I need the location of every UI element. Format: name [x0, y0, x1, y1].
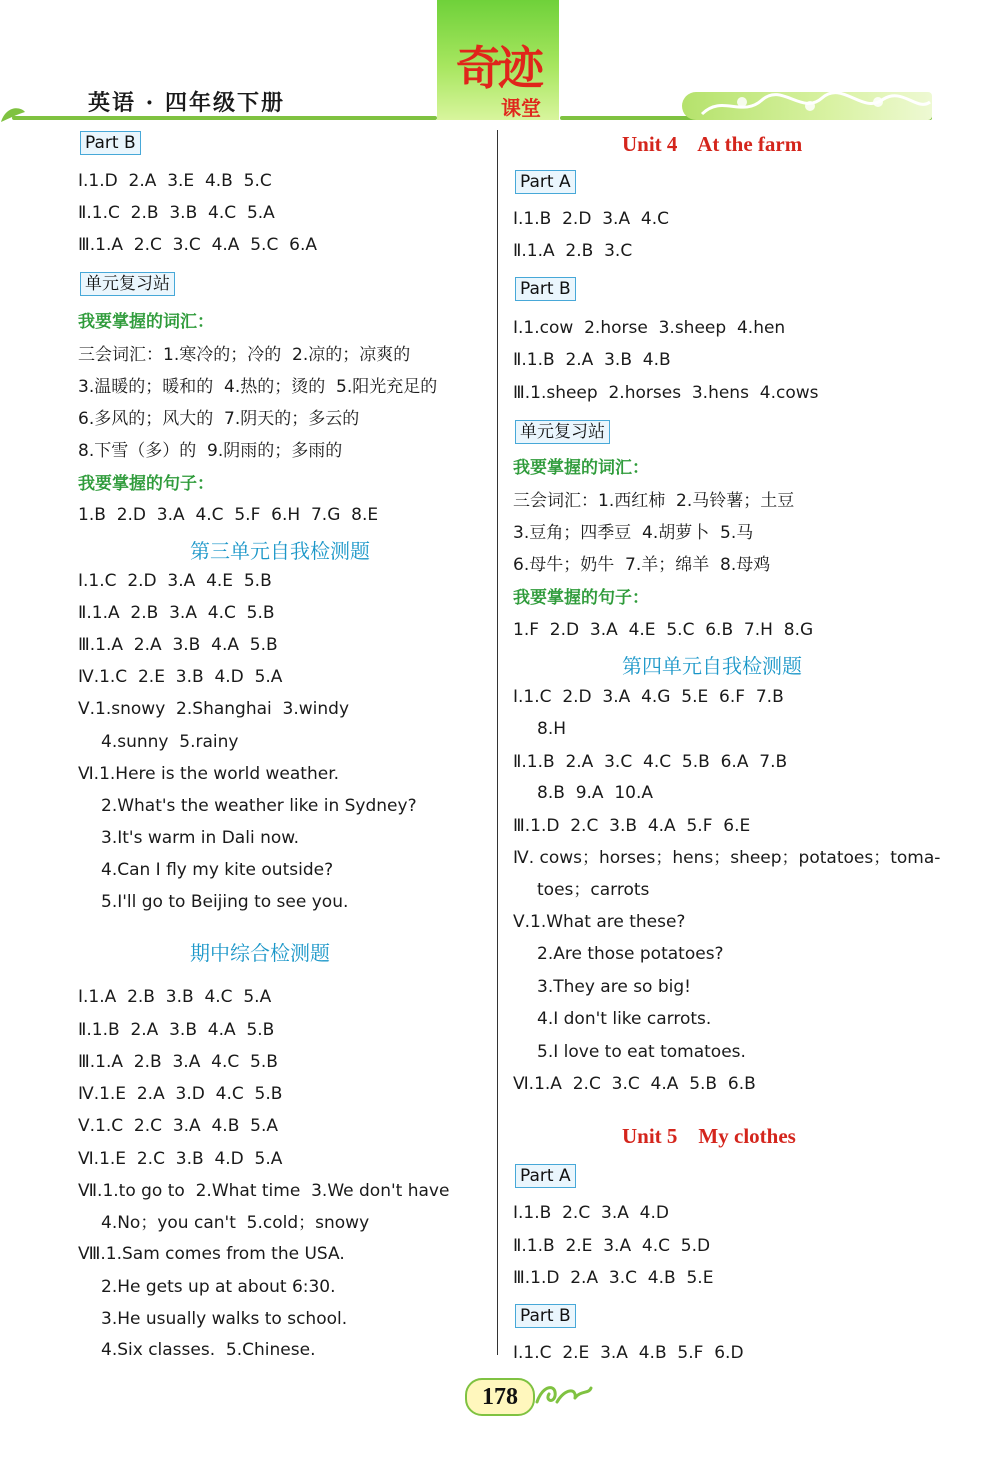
unit-title: Unit 5 My clothes — [622, 1124, 796, 1148]
test-title: 第三单元自我检测题 — [190, 539, 370, 563]
logo-sub-text: 课堂 — [501, 96, 541, 120]
leaf-icon — [0, 104, 26, 124]
answer-line: 4.I don't like carrots. — [537, 1009, 712, 1029]
floral-decoration-icon — [682, 88, 932, 122]
brand-logo — [437, 0, 559, 120]
answer-line: Ⅰ.1.C 2.D 3.A 4.G 5.E 6.F 7.B — [513, 687, 784, 707]
answer-line: Ⅳ. cows；horses；hens；sheep；potatoes；toma- — [513, 848, 941, 868]
answer-line: 4.No；you can't 5.cold；snowy — [101, 1213, 370, 1233]
column-divider — [497, 130, 498, 1355]
answer-line: Ⅵ.1.A 2.C 3.C 4.A 5.B 6.B — [513, 1074, 756, 1094]
answer-line: Ⅰ.1.cow 2.horse 3.sheep 4.hen — [513, 318, 786, 338]
answer-line: Ⅲ.1.sheep 2.horses 3.hens 4.cows — [513, 383, 819, 403]
answer-line: Ⅰ.1.C 2.E 3.A 4.B 5.F 6.D — [513, 1343, 744, 1363]
answer-line: 4.Can I fly my kite outside? — [101, 860, 334, 880]
answer-line: 2.He gets up at about 6:30. — [101, 1277, 336, 1297]
answer-line: 2.What's the weather like in Sydney? — [101, 796, 417, 816]
answer-line: Ⅵ.1.E 2.C 3.B 4.D 5.A — [78, 1149, 283, 1169]
answer-line: 1.B 2.D 3.A 4.C 5.F 6.H 7.G 8.E — [78, 505, 379, 525]
answer-line: Ⅱ.1.A 2.B 3.C — [513, 241, 633, 261]
answer-line: 8.H — [537, 719, 567, 739]
subsection-heading: 我要掌握的句子： — [513, 588, 649, 608]
subsection-heading: 我要掌握的词汇： — [513, 458, 649, 478]
answer-line: Ⅲ.1.D 2.A 3.C 4.B 5.E — [513, 1268, 714, 1288]
answer-line: 5.I'll go to Beijing to see you. — [101, 892, 349, 912]
logo-main-text: 奇迹 — [456, 41, 540, 95]
answer-line: Ⅶ.1.to go to 2.What time 3.We don't have — [78, 1181, 450, 1201]
answer-line: 8.下雪（多）的 9.阴雨的；多雨的 — [78, 441, 343, 461]
page-number: 178 — [465, 1378, 535, 1416]
answer-line: 4.sunny 5.rainy — [101, 732, 239, 752]
answer-line: Ⅰ.1.C 2.D 3.A 4.E 5.B — [78, 571, 272, 591]
answer-line: Ⅱ.1.B 2.E 3.A 4.C 5.D — [513, 1236, 711, 1256]
answer-line: 6.多风的；风大的 7.阴天的；多云的 — [78, 409, 360, 429]
answer-line: 4.Six classes. 5.Chinese. — [101, 1340, 316, 1360]
section-tag: Part A — [515, 170, 576, 194]
answer-line: Ⅵ.1.Here is the world weather. — [78, 764, 340, 784]
answer-line: Ⅰ.1.D 2.A 3.E 4.B 5.C — [78, 171, 272, 191]
answer-line: 3.豆角；四季豆 4.胡萝卜 5.马 — [513, 523, 754, 543]
answer-line: 2.Are those potatoes? — [537, 944, 724, 964]
answer-line: 1.F 2.D 3.A 4.E 5.C 6.B 7.H 8.G — [513, 620, 814, 640]
swirl-decoration-icon — [533, 1380, 593, 1410]
answer-line: Ⅰ.1.A 2.B 3.B 4.C 5.A — [78, 987, 272, 1007]
answer-line: Ⅲ.1.A 2.B 3.A 4.C 5.B — [78, 1052, 278, 1072]
answer-line: toes；carrots — [537, 880, 650, 900]
answer-line: Ⅲ.1.A 2.A 3.B 4.A 5.B — [78, 635, 278, 655]
subsection-heading: 我要掌握的词汇： — [78, 312, 214, 332]
answer-line: 3.温暖的；暖和的 4.热的；烫的 5.阳光充足的 — [78, 377, 438, 397]
page-footer — [455, 1376, 595, 1416]
answer-line: Ⅱ.1.A 2.B 3.A 4.C 5.B — [78, 603, 275, 623]
answer-line: Ⅱ.1.B 2.A 3.B 4.B — [513, 350, 671, 370]
answer-line: Ⅴ.1.C 2.C 3.A 4.B 5.A — [78, 1116, 279, 1136]
section-tag: 单元复习站 — [80, 272, 175, 296]
section-tag: Part A — [515, 1164, 576, 1188]
answer-line: Ⅳ.1.C 2.E 3.B 4.D 5.A — [78, 667, 283, 687]
answer-line: Ⅴ.1.What are these? — [513, 912, 686, 932]
answer-line: 3.It's warm in Dali now. — [101, 828, 299, 848]
answer-line: Ⅴ.1.snowy 2.Shanghai 3.windy — [78, 699, 350, 719]
unit-title: Unit 4 At the farm — [622, 132, 803, 156]
answer-line: Ⅱ.1.B 2.A 3.B 4.A 5.B — [78, 1020, 275, 1040]
subject-title: 英语 · 四年级下册 — [88, 90, 285, 116]
answer-line: Ⅷ.1.Sam comes from the USA. — [78, 1244, 345, 1264]
answer-line: Ⅲ.1.D 2.C 3.B 4.A 5.F 6.E — [513, 816, 751, 836]
answer-line: 3.He usually walks to school. — [101, 1309, 348, 1329]
answer-line: 三会词汇：1.西红柿 2.马铃薯；土豆 — [513, 491, 795, 511]
answer-line: 三会词汇：1.寒冷的；冷的 2.凉的；凉爽的 — [78, 345, 411, 365]
answer-line: Ⅰ.1.B 2.C 3.A 4.D — [513, 1203, 669, 1223]
section-tag: Part B — [80, 131, 141, 155]
answer-line: 8.B 9.A 10.A — [537, 783, 654, 803]
section-tag: Part B — [515, 277, 576, 301]
section-tag: 单元复习站 — [515, 420, 610, 444]
answer-line: 6.母牛；奶牛 7.羊；绵羊 8.母鸡 — [513, 555, 771, 575]
answer-line: Ⅱ.1.C 2.B 3.B 4.C 5.A — [78, 203, 275, 223]
answer-line: 5.I love to eat tomatoes. — [537, 1042, 746, 1062]
answer-line: Ⅳ.1.E 2.A 3.D 4.C 5.B — [78, 1084, 283, 1104]
answer-line: Ⅲ.1.A 2.C 3.C 4.A 5.C 6.A — [78, 235, 317, 255]
test-title: 期中综合检测题 — [190, 941, 330, 965]
subsection-heading: 我要掌握的句子： — [78, 474, 214, 494]
section-tag: Part B — [515, 1304, 576, 1328]
test-title: 第四单元自我检测题 — [622, 654, 802, 678]
answer-line: Ⅰ.1.B 2.D 3.A 4.C — [513, 209, 669, 229]
answer-line: 3.They are so big! — [537, 977, 691, 997]
answer-line: Ⅱ.1.B 2.A 3.C 4.C 5.B 6.A 7.B — [513, 752, 788, 772]
page-header — [0, 0, 1000, 130]
